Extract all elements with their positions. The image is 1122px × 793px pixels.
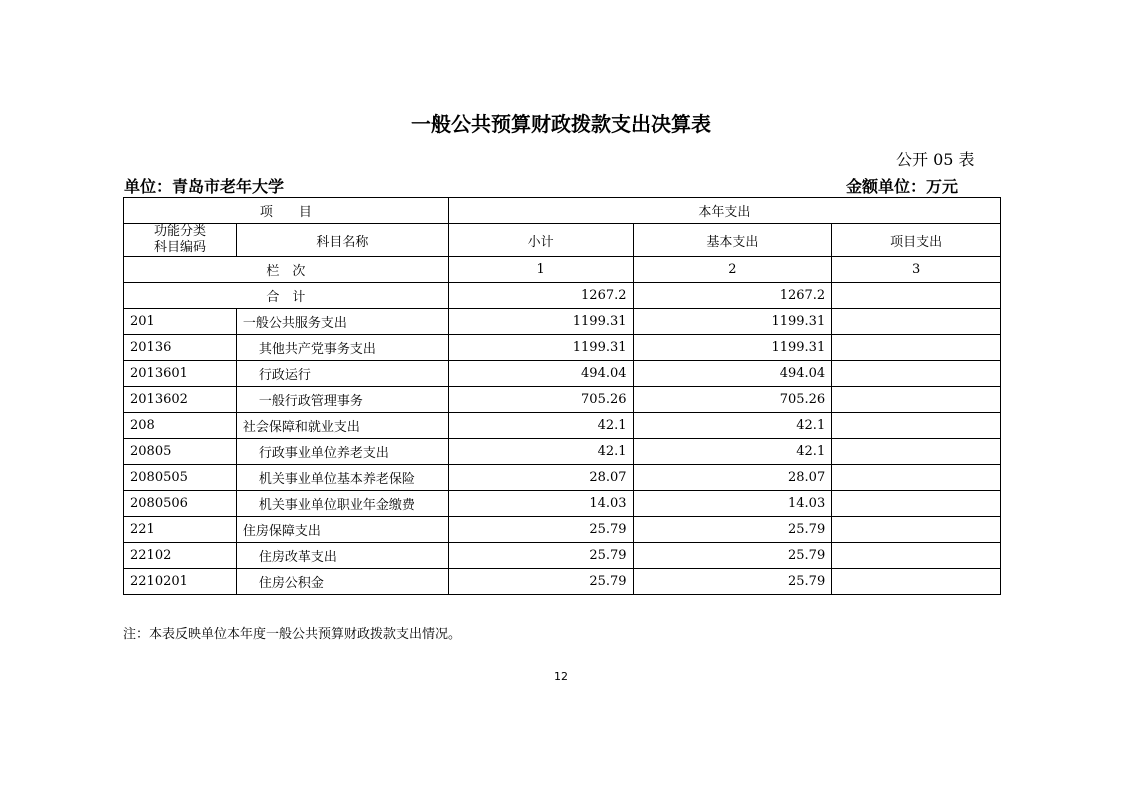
row-basic: 705.26 [633,387,832,413]
row-basic: 25.79 [633,517,832,543]
row-basic: 25.79 [633,543,832,569]
row-subtotal: 1199.31 [448,335,633,361]
row-name: 社会保障和就业支出 [236,413,448,439]
table-row [124,517,1001,543]
row-basic: 1199.31 [633,309,832,335]
table-row [124,569,1001,595]
row-code: 208 [124,413,237,439]
header-func-code-line1: 功能分类 [153,224,206,239]
row-basic: 25.79 [633,569,832,595]
row-basic: 494.04 [633,361,832,387]
row-subtotal: 25.79 [448,517,633,543]
row-project [832,413,1001,439]
row-basic: 1199.31 [633,335,832,361]
row-project [832,387,1001,413]
table-row [124,543,1001,569]
page-number: 12 [554,670,568,683]
row-name: 机关事业单位基本养老保险 [236,465,448,491]
table-row [124,413,1001,439]
total-project [832,283,1001,309]
row-name: 行政事业单位养老支出 [236,439,448,465]
row-name: 住房公积金 [236,569,448,595]
row-name: 其他共产党事务支出 [236,335,448,361]
total-row [124,283,1001,309]
row-basic: 42.1 [633,413,832,439]
header-func-code-line2: 科目编码 [153,240,206,255]
row-code: 20805 [124,439,237,465]
row-basic: 28.07 [633,465,832,491]
row-name: 住房保障支出 [236,517,448,543]
page-title: 一般公共预算财政拨款支出决算表 [411,112,711,136]
row-name: 一般行政管理事务 [236,387,448,413]
row-project [832,309,1001,335]
row-project [832,517,1001,543]
unit-label: 单位：青岛市老年大学 [124,177,285,196]
column-index-3: 3 [832,257,1001,283]
row-project [832,491,1001,517]
row-code: 2210201 [124,569,237,595]
column-index-1: 1 [448,257,633,283]
header-subtotal: 小计 [448,224,633,257]
table-row [124,439,1001,465]
table-row [124,335,1001,361]
header-item: 项 目 [124,198,449,224]
row-subtotal: 42.1 [448,439,633,465]
table-row [124,387,1001,413]
column-index-label: 栏 次 [124,257,449,283]
column-index-2: 2 [633,257,832,283]
row-subtotal: 705.26 [448,387,633,413]
row-project [832,569,1001,595]
header-row-1 [124,198,1001,224]
row-project [832,361,1001,387]
row-basic: 42.1 [633,439,832,465]
row-name: 住房改革支出 [236,543,448,569]
row-code: 2080506 [124,491,237,517]
total-label: 合 计 [124,283,449,309]
row-subtotal: 25.79 [448,569,633,595]
row-basic: 14.03 [633,491,832,517]
data-rows [124,309,1001,595]
table-row [124,361,1001,387]
header-basic: 基本支出 [633,224,832,257]
row-code: 22102 [124,543,237,569]
row-code: 221 [124,517,237,543]
row-subtotal: 25.79 [448,543,633,569]
total-subtotal: 1267.2 [448,283,633,309]
budget-table [123,197,1001,595]
row-project [832,335,1001,361]
row-subtotal: 14.03 [448,491,633,517]
header-row-2 [124,224,1001,257]
row-code: 201 [124,309,237,335]
doc-code: 公开 05 表 [896,150,975,169]
header-project: 项目支出 [832,224,1001,257]
row-subtotal: 28.07 [448,465,633,491]
table-note: 注：本表反映单位本年度一般公共预算财政拨款支出情况。 [123,627,462,642]
row-project [832,543,1001,569]
row-name: 一般公共服务支出 [236,309,448,335]
row-project [832,465,1001,491]
table-row [124,309,1001,335]
row-name: 机关事业单位职业年金缴费 [236,491,448,517]
row-code: 20136 [124,335,237,361]
table-row [124,491,1001,517]
header-func-code [124,224,237,257]
row-code: 2013602 [124,387,237,413]
header-current-year: 本年支出 [448,198,1000,224]
amount-unit: 金额单位：万元 [846,177,959,196]
row-code: 2013601 [124,361,237,387]
row-project [832,439,1001,465]
row-subtotal: 42.1 [448,413,633,439]
row-subtotal: 1199.31 [448,309,633,335]
row-subtotal: 494.04 [448,361,633,387]
total-basic: 1267.2 [633,283,832,309]
column-index-row [124,257,1001,283]
table-row [124,465,1001,491]
header-subject-name: 科目名称 [236,224,448,257]
row-code: 2080505 [124,465,237,491]
row-name: 行政运行 [236,361,448,387]
